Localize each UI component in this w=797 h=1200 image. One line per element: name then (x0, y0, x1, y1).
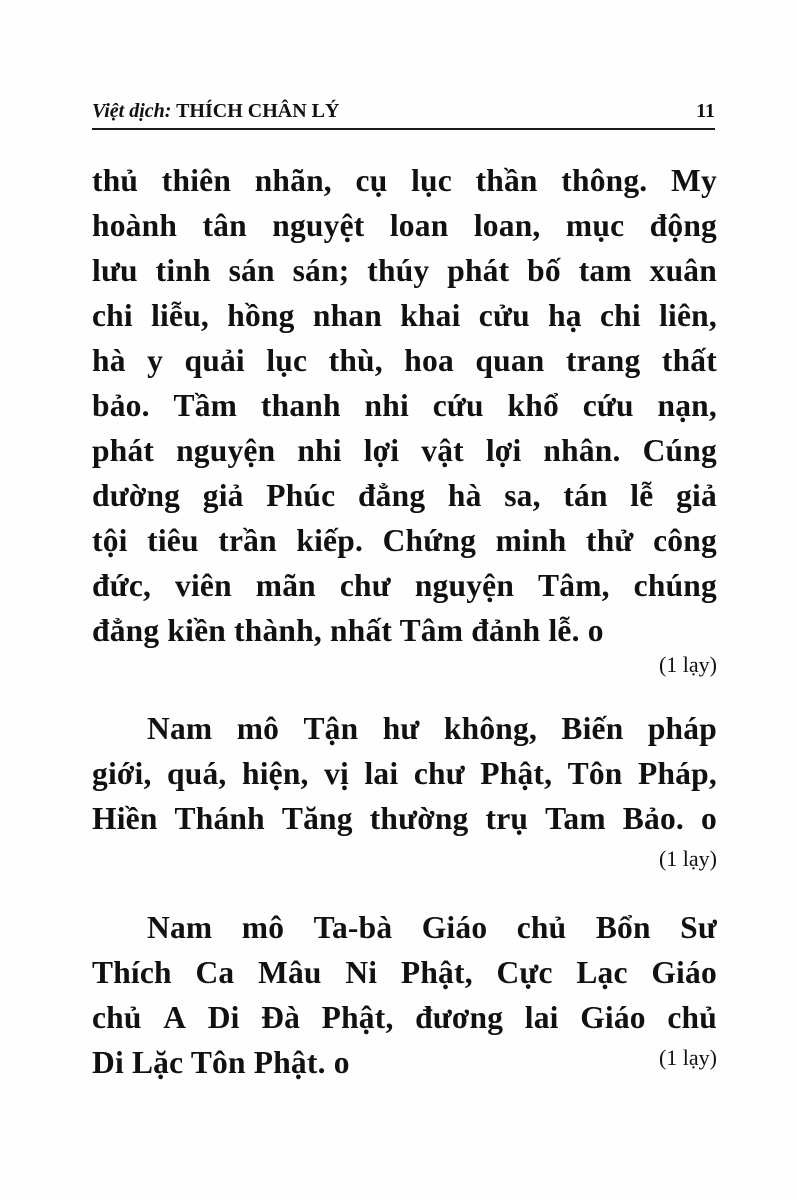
word: Phật, (480, 756, 553, 791)
paragraph-3 (92, 905, 717, 1085)
word: Nam (147, 910, 213, 945)
word: Pháp, (638, 756, 717, 791)
word: Thích (92, 955, 172, 990)
word: sa, (504, 478, 541, 513)
word: Cúng (642, 433, 717, 468)
word: nhi (364, 388, 409, 423)
word: Phật, (321, 1000, 394, 1035)
word: tán (563, 478, 608, 513)
word: Giáo (651, 955, 717, 990)
word: khai (400, 298, 461, 333)
word: vật (421, 433, 464, 468)
word: hạ (548, 298, 582, 333)
word: tiêu (147, 523, 199, 558)
word: liên, (659, 298, 717, 333)
text-line (92, 473, 717, 518)
prostration-note: (1 lạy) (658, 652, 717, 677)
word: đẳng (357, 478, 426, 513)
word: sán (228, 253, 275, 288)
word: Di (207, 1000, 240, 1035)
word: tam (578, 253, 632, 288)
paragraph-1 (92, 158, 717, 653)
text-line (92, 203, 717, 248)
text-line (92, 950, 717, 995)
word: tinh (155, 253, 211, 288)
word: mô (236, 711, 280, 746)
word: mô (241, 910, 285, 945)
word: chúng (633, 568, 717, 603)
word: lợi (485, 433, 522, 468)
word: phát (92, 433, 155, 468)
text-line (92, 248, 717, 293)
word: chư (413, 756, 465, 791)
word: tân (202, 208, 247, 243)
word: cửu (478, 298, 530, 333)
word: lai (524, 1000, 559, 1035)
word: Tâm, (538, 568, 610, 603)
page-number: 11 (696, 100, 715, 122)
word: nguyệt (272, 208, 365, 243)
word: thường (369, 801, 469, 836)
word: Bổn (595, 910, 651, 945)
word: giả (202, 478, 244, 513)
word: hiện, (241, 756, 309, 791)
word: cứu (582, 388, 634, 423)
word: Chứng (382, 523, 477, 558)
header-translator-name: THÍCH CHÂN LÝ (176, 100, 340, 122)
word: khổ (507, 388, 559, 423)
word: động (649, 208, 717, 243)
word: loan, (473, 208, 541, 243)
text-line (92, 796, 717, 841)
word: bố (527, 253, 561, 288)
word: hà (92, 343, 126, 378)
word: quan (475, 343, 545, 378)
line-text: đẳng kiền thành, nhất Tâm đảnh lễ. o (92, 613, 604, 648)
word: thất (661, 343, 717, 378)
word: thúy (367, 253, 430, 288)
word: thủ (92, 163, 139, 198)
word: Phúc (266, 478, 336, 513)
word: thử (586, 523, 634, 558)
header-label-italic: Việt dịch: (92, 100, 172, 122)
line-text: Di Lặc Tôn Phật. o (92, 1045, 350, 1080)
text-line (92, 608, 717, 653)
word: nguyện (176, 433, 276, 468)
word: tội (92, 523, 128, 558)
text-line (92, 1040, 717, 1085)
word: lễ (630, 478, 654, 513)
word: y (147, 343, 164, 378)
word: chủ (667, 1000, 717, 1035)
word: Ni (345, 955, 378, 990)
text-line (92, 706, 717, 751)
text-line (92, 293, 717, 338)
word: chi (599, 298, 641, 333)
word: Sư (680, 910, 717, 945)
word: Bảo. (622, 801, 684, 836)
prostration-note: (1 lạy) (658, 846, 717, 871)
word: lục (411, 163, 452, 198)
word: quải (184, 343, 245, 378)
word: nhi (297, 433, 342, 468)
word: chủ (516, 910, 567, 945)
word: thần (475, 163, 538, 198)
word: Tăng (281, 801, 353, 836)
text-line (92, 995, 717, 1040)
word: cứu (432, 388, 484, 423)
text-line (92, 338, 717, 383)
word: Biến (561, 711, 624, 746)
word: Ta-bà (313, 910, 393, 945)
word: Ca (195, 955, 235, 990)
paragraph-2 (92, 706, 717, 841)
word: hà (447, 478, 482, 513)
word: A (163, 1000, 187, 1035)
word: Cực (496, 955, 553, 990)
word: hoành (92, 208, 178, 243)
word: dường (92, 478, 181, 513)
word: lưu (92, 253, 138, 288)
word: thù, (328, 343, 383, 378)
word: công (653, 523, 717, 558)
text-line (92, 428, 717, 473)
text-line (92, 751, 717, 796)
word: liễu, (151, 298, 209, 333)
word: chư (339, 568, 391, 603)
text-line (92, 158, 717, 203)
running-header (92, 96, 715, 130)
word: xuân (649, 253, 717, 288)
word: thanh (260, 388, 341, 423)
word: o (700, 801, 717, 836)
word: minh (495, 523, 567, 558)
word: quá, (167, 756, 227, 791)
word: Phật, (400, 955, 473, 990)
word: lục (266, 343, 308, 378)
word: chủ (92, 1000, 142, 1035)
word: Nam (147, 711, 213, 746)
word: Thánh (174, 801, 265, 836)
word: pháp (647, 711, 717, 746)
header-translator (92, 100, 339, 123)
word: trang (565, 343, 641, 378)
word: chi (92, 298, 133, 333)
word: kiếp. (296, 523, 364, 558)
word: mục (565, 208, 625, 243)
prostration-note: (1 lạy) (658, 1045, 717, 1070)
word: giới, (92, 756, 152, 791)
word: giả (676, 478, 717, 513)
word: Mâu (258, 955, 322, 990)
word: Tôn (567, 756, 623, 791)
word: phát (447, 253, 510, 288)
word: lợi (363, 433, 400, 468)
word: loan (389, 208, 449, 243)
word: nhân. (543, 433, 621, 468)
word: Lạc (576, 955, 628, 990)
word: My (671, 163, 717, 198)
word: trụ (485, 801, 529, 836)
word: Tận (303, 711, 359, 746)
word: vị (324, 756, 350, 791)
word: mãn (255, 568, 316, 603)
word: Tầm (173, 388, 238, 423)
word: Tam (545, 801, 606, 836)
word: Giáo (421, 910, 488, 945)
text-line (92, 518, 717, 563)
word: Đà (261, 1000, 301, 1035)
word: nhan (312, 298, 382, 333)
word: Giáo (580, 1000, 646, 1035)
word: không, (443, 711, 538, 746)
word: nhãn, (254, 163, 332, 198)
text-line (92, 383, 717, 428)
word: đức, (92, 568, 152, 603)
word: bảo. (92, 388, 150, 423)
word: hư (382, 711, 420, 746)
word: đương (415, 1000, 504, 1035)
word: hồng (227, 298, 295, 333)
word: nạn, (657, 388, 717, 423)
word: sán; (292, 253, 350, 288)
word: cụ (355, 163, 388, 198)
word: thiên (161, 163, 232, 198)
word: hoa (404, 343, 454, 378)
word: thông. (561, 163, 648, 198)
word: Hiền (92, 801, 158, 836)
word: lai (364, 756, 399, 791)
text-line (92, 905, 717, 950)
text-line (92, 563, 717, 608)
word: viên (175, 568, 232, 603)
word: nguyện (414, 568, 515, 603)
word: trần (218, 523, 277, 558)
